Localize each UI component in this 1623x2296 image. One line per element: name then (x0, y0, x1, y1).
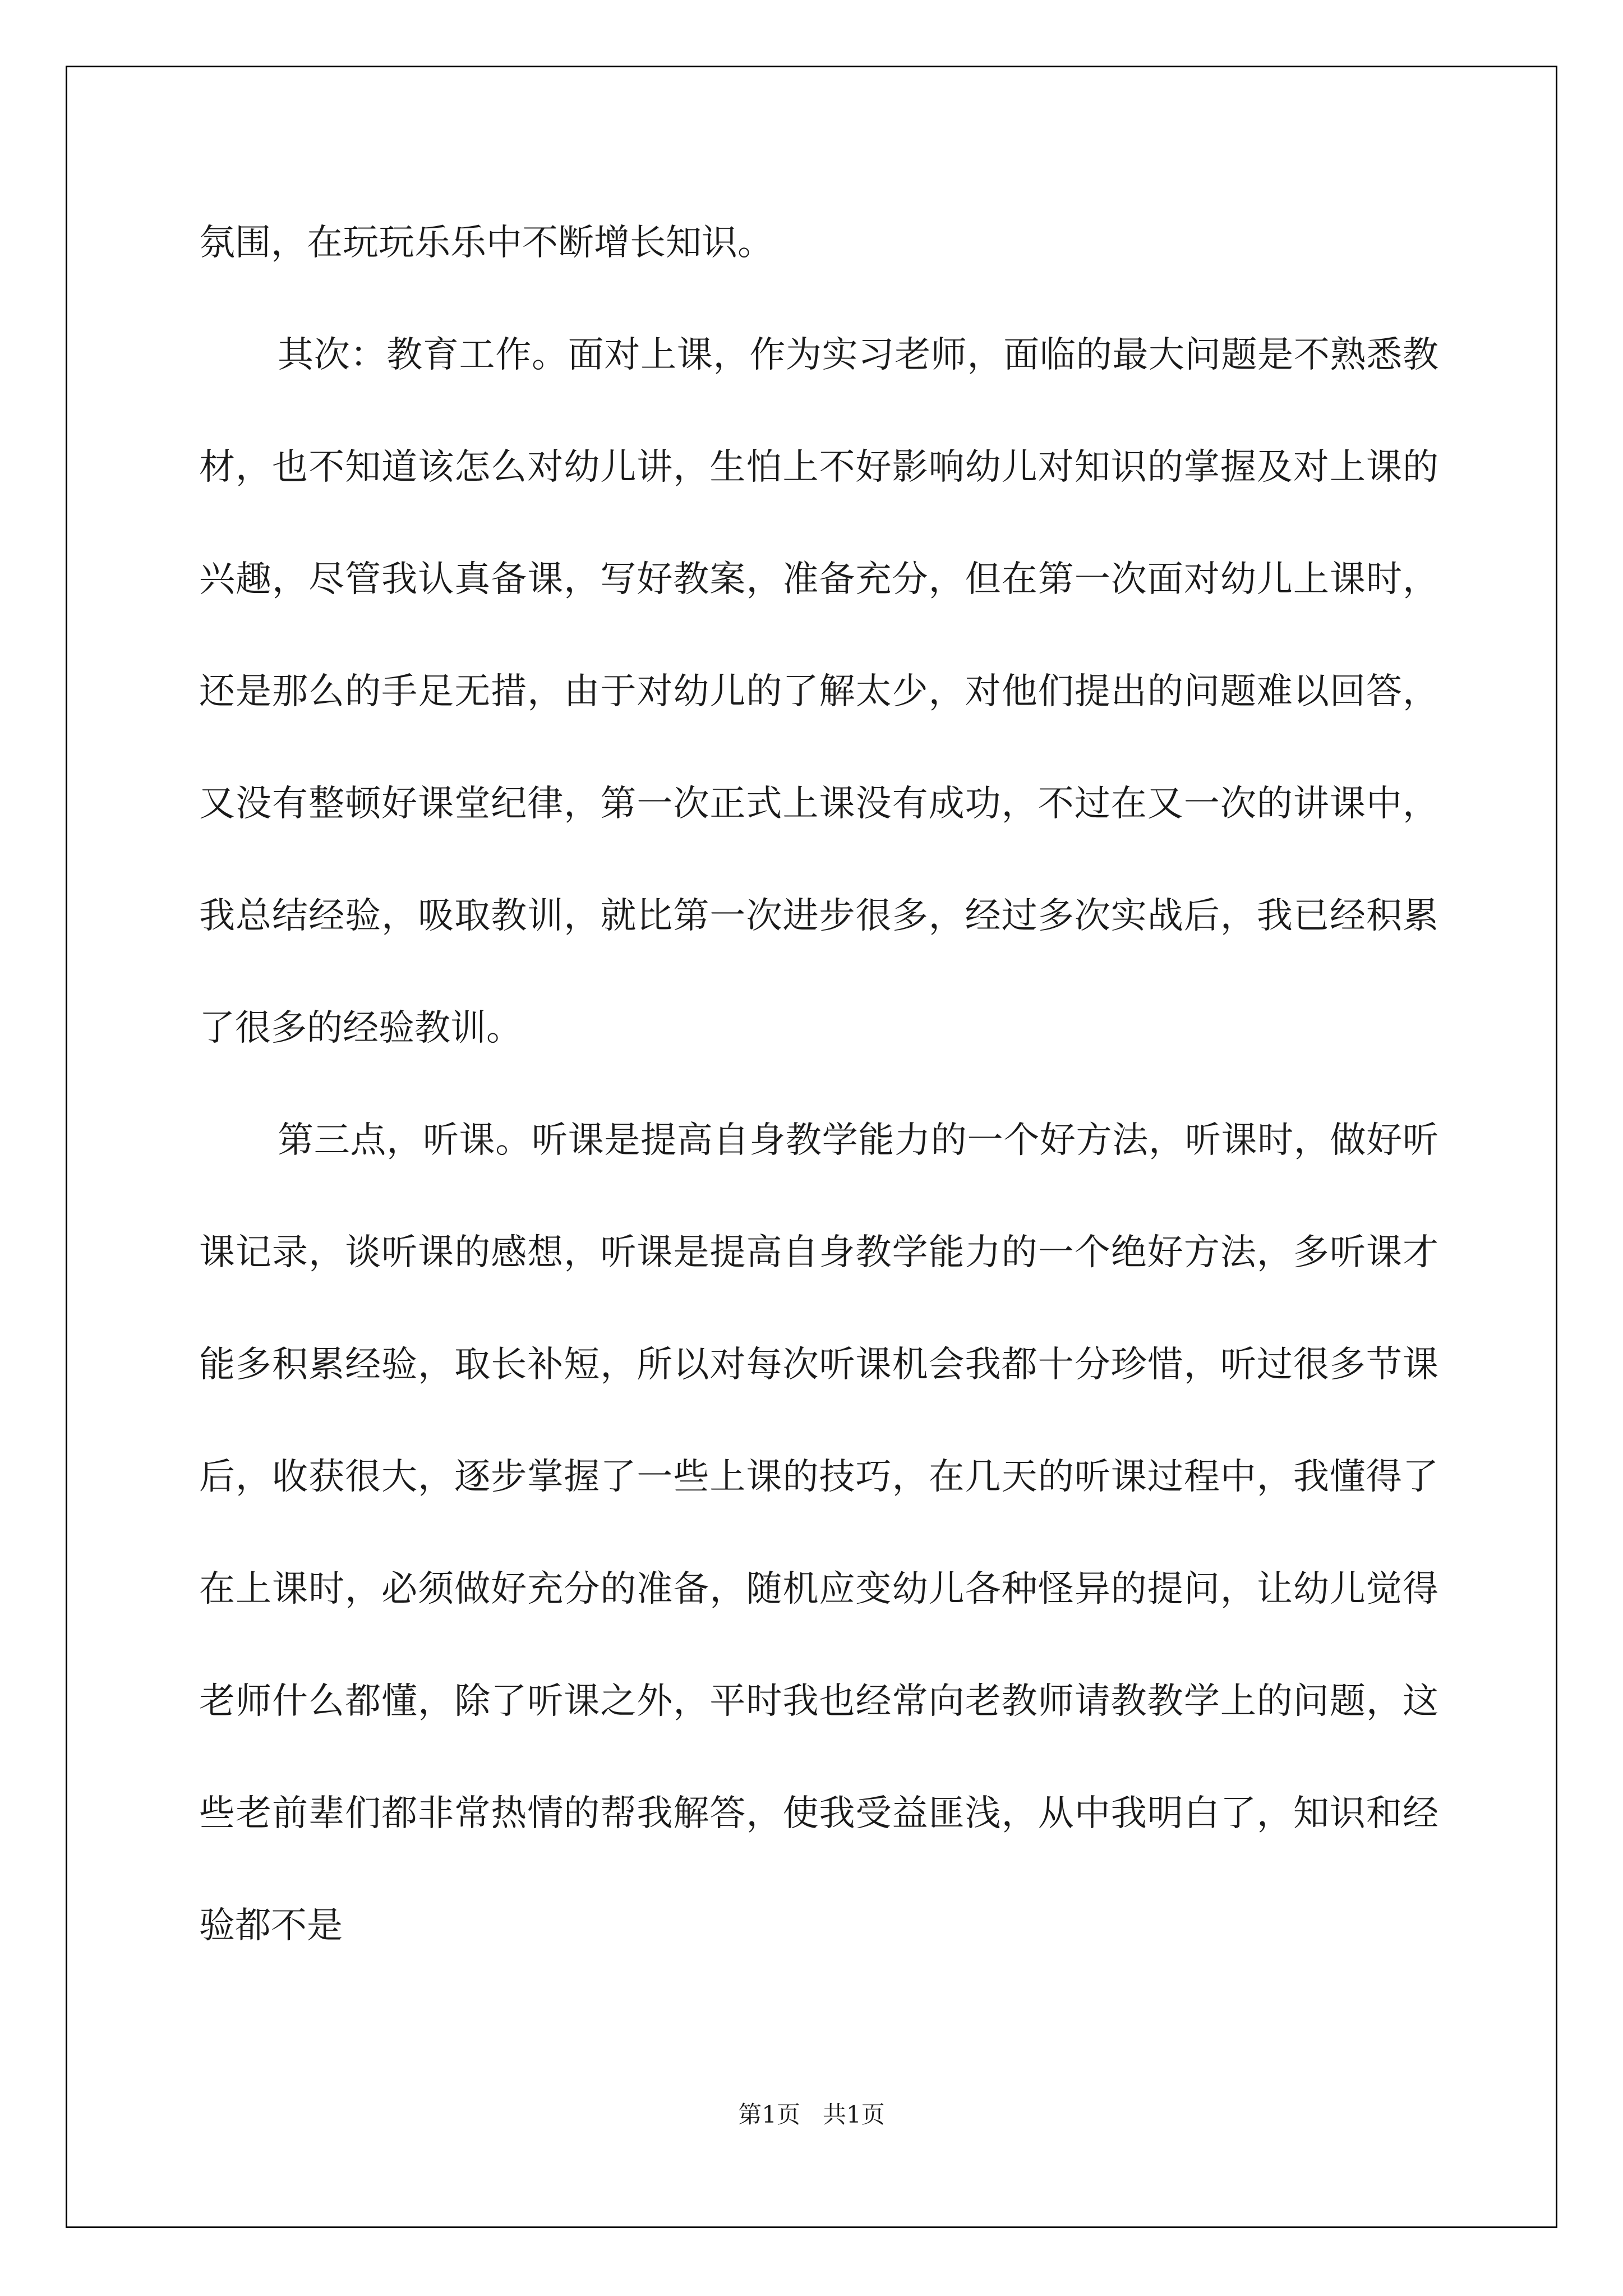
page-number-total: 共1页 (823, 2101, 885, 2128)
paragraph-lesson-observation: 第三点，听课。听课是提高自身教学能力的一个好方法，听课时，做好听课记录，谈听课的感想，听课是提高自身教学能力的一个绝好方法，多听课才能多积累经验，取长补短，所以对每次听课机会我都十分珍惜，听过很多节课后，收获很大，逐步掌握了一些上课的技巧，在几天的听课过程中，我懂得了在上课时，必须做好充分的准备，随机应变幼儿各种怪异的提问，让幼儿觉得老师什么都懂，除了听课之外，平时我也经常向老教师请教教学上的问题，这些老前辈们都非常热情的帮我解答，使我受益匪浅，从中我明白了，知识和经验都不是 (199, 1120, 1438, 1947)
page-number-current: 第1页 (738, 2101, 800, 2128)
page-footer (0, 2098, 1623, 2132)
footer-spacer (800, 2101, 823, 2128)
paragraph-continuation: 氛围，在玩玩乐乐中不断增长知识。 (199, 222, 773, 264)
document-body (199, 187, 1438, 1982)
paragraph-teaching-work: 其次：教育工作。面对上课，作为实习老师，面临的最大问题是不熟悉教材，也不知道该怎么对幼儿讲，生怕上不好影响幼儿对知识的掌握及对上课的兴趣，尽管我认真备课，写好教案，准备充分，但在第一次面对幼儿上课时，还是那么的手足无措，由于对幼儿的了解太少，对他们提出的问题难以回答，又没有整顿好课堂纪律，第一次正式上课没有成功，不过在又一次的讲课中，我总结经验，吸取教训，就比第一次进步很多，经过多次实战后，我已经积累了很多的经验教训。 (199, 334, 1438, 1049)
